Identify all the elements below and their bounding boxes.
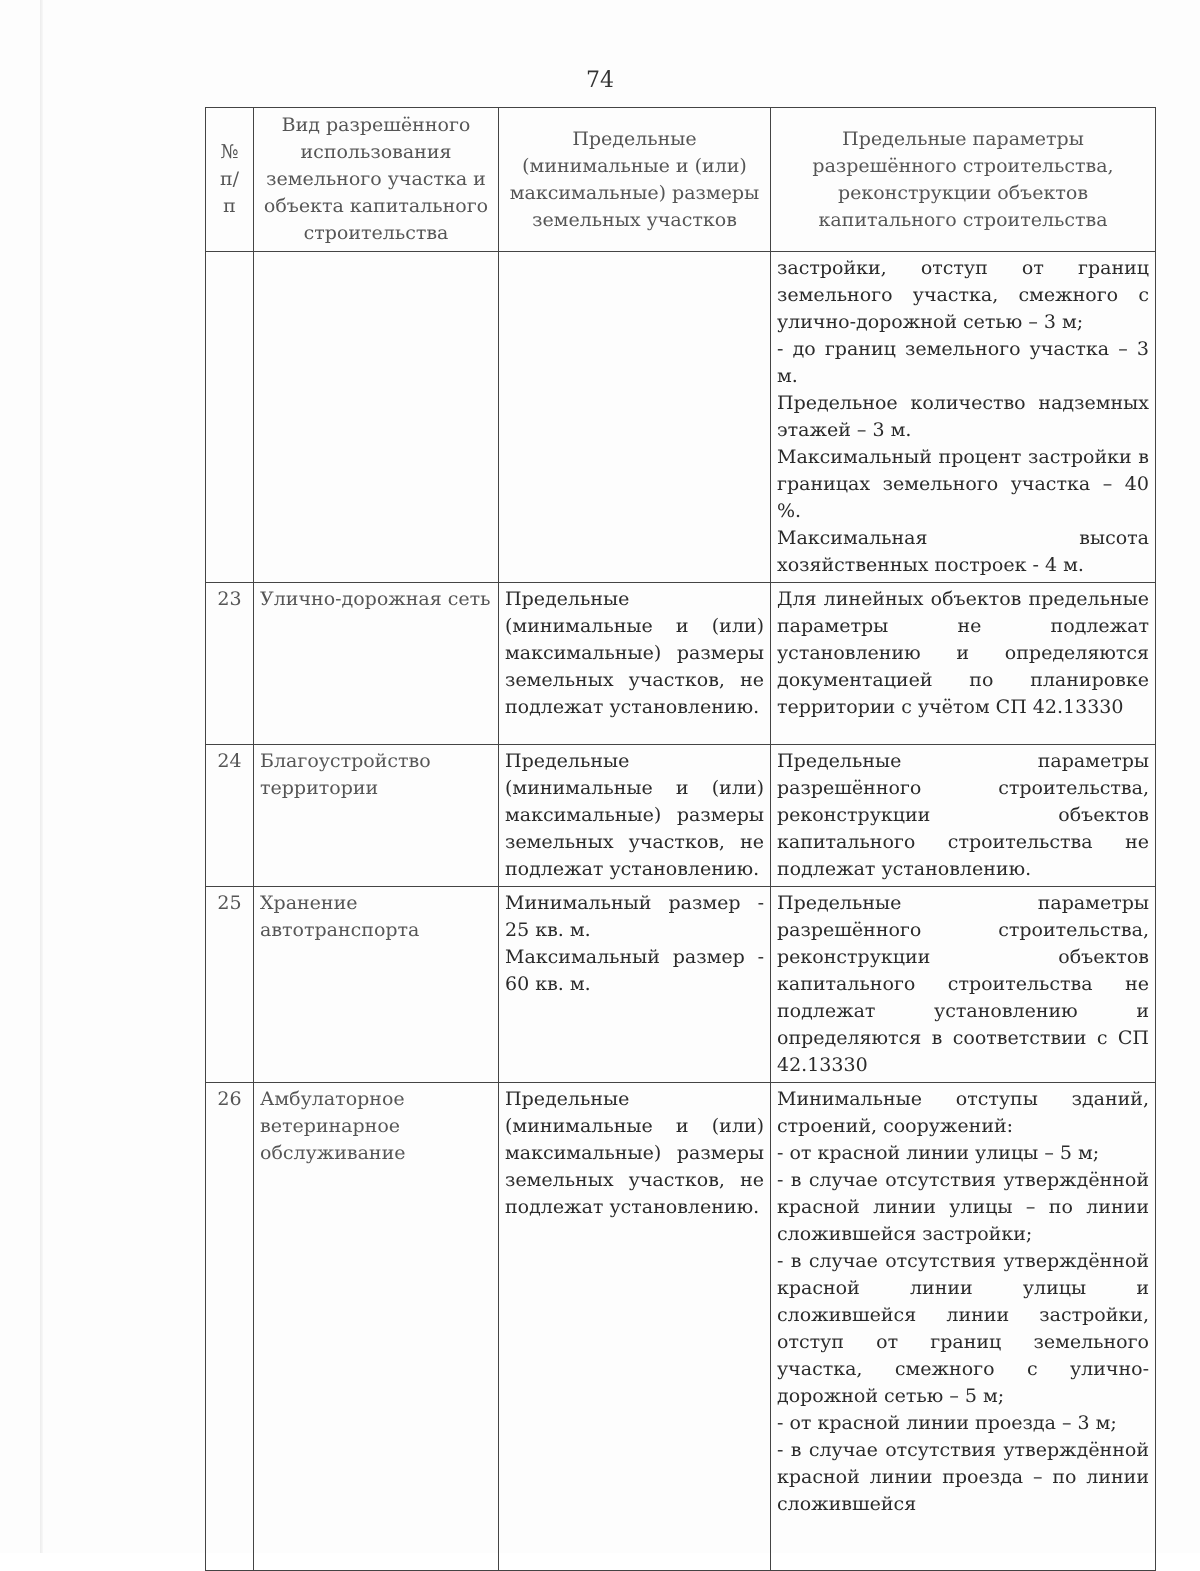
- header-num: № п/п: [206, 108, 254, 252]
- row-use: [254, 252, 499, 583]
- table-header-row: [206, 108, 1156, 252]
- scan-edge: [40, 0, 43, 1553]
- param-line: Минимальные отступы зданий, строений, сооружений:: [777, 1088, 1149, 1137]
- size-line: Минимальный размер - 25 кв. м.: [505, 892, 764, 941]
- row-use: Хранение автотранспорта: [254, 887, 499, 1083]
- row-num: [206, 252, 254, 583]
- size-line: Предельные (минимальные и (или) максимальные) размеры земельных участков, не подлежат установлению.: [505, 588, 764, 718]
- param-line: - в случае отсутствия утверждённой красной линии улицы – по линии сложившейся застройки;: [777, 1169, 1149, 1245]
- table-row: [206, 887, 1156, 1083]
- row-size: [499, 583, 771, 745]
- row-size: [499, 745, 771, 887]
- table-row: [206, 583, 1156, 745]
- table-row: [206, 252, 1156, 583]
- param-line: - до границ земельного участка – 3 м.: [777, 338, 1149, 387]
- table-row: [206, 745, 1156, 887]
- row-params: [771, 1083, 1156, 1571]
- row-params: [771, 583, 1156, 745]
- row-size: [499, 887, 771, 1083]
- param-line: - от красной линии проезда – 3 м;: [777, 1412, 1117, 1434]
- param-line: - в случае отсутствия утверждённой красной линии улицы и сложившейся линии застройки, отступ от границ земельного участка, смежного с улично-дорожной сетью – 5 м;: [777, 1250, 1149, 1407]
- regulations-table: [205, 107, 1156, 1571]
- param-line: - в случае отсутствия утверждённой красной линии проезда – по линии сложившейся: [777, 1439, 1149, 1515]
- header-use: Вид разрешённого использования земельного участка и объекта капитального строительства: [254, 108, 499, 252]
- param-line: застройки, отступ от границ земельного участка, смежного с улично-дорожной сетью – 3 м;: [777, 257, 1149, 333]
- param-line: - от красной линии улицы – 5 м;: [777, 1142, 1100, 1164]
- param-line: Максимальная высота хозяйственных построек - 4 м.: [777, 527, 1149, 576]
- row-size: [499, 252, 771, 583]
- param-line: Предельные параметры разрешённого строительства, реконструкции объектов капитального строительства не подлежат установлению.: [777, 750, 1149, 880]
- size-line: Максимальный размер - 60 кв. м.: [505, 946, 764, 995]
- row-num: 24: [206, 745, 254, 887]
- table-row: [206, 1083, 1156, 1571]
- param-line: Для линейных объектов предельные параметры не подлежат установлению и определяются документацией по планировке территории с учётом СП 42.13330: [777, 588, 1149, 718]
- header-params: Предельные параметры разрешённого строительства, реконструкции объектов капитального строительства: [771, 108, 1156, 252]
- row-use: Благоустройство территории: [254, 745, 499, 887]
- row-params: [771, 252, 1156, 583]
- size-line: Предельные (минимальные и (или) максимальные) размеры земельных участков, не подлежат установлению.: [505, 750, 764, 880]
- row-num: 26: [206, 1083, 254, 1571]
- row-size: [499, 1083, 771, 1571]
- row-params: [771, 887, 1156, 1083]
- page-number: 74: [586, 68, 614, 93]
- row-params: [771, 745, 1156, 887]
- header-size: Предельные (минимальные и (или) максимальные) размеры земельных участков: [499, 108, 771, 252]
- param-line: Максимальный процент застройки в границах земельного участка – 40 %.: [777, 446, 1149, 522]
- size-line: Предельные (минимальные и (или) максимальные) размеры земельных участков, не подлежат установлению.: [505, 1088, 764, 1218]
- row-use: Амбулаторное ветеринарное обслуживание: [254, 1083, 499, 1571]
- param-line: Предельные параметры разрешённого строительства, реконструкции объектов капитального строительства не подлежат установлению и определяются в соответствии с СП 42.13330: [777, 892, 1149, 1076]
- param-line: Предельное количество надземных этажей – 3 м.: [777, 392, 1149, 441]
- row-num: 23: [206, 583, 254, 745]
- row-use: Улично-дорожная сеть: [254, 583, 499, 745]
- row-num: 25: [206, 887, 254, 1083]
